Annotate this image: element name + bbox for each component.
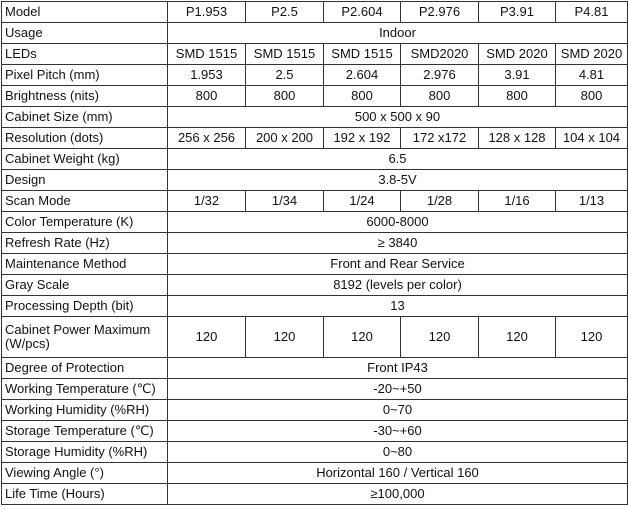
cabinet-weight-value: 6.5 (168, 149, 628, 170)
row-model (2, 2, 628, 23)
gray-scale-value: 8192 (levels per color) (168, 275, 628, 296)
scan-mode-cell: 1/28 (401, 191, 479, 212)
row-working-temperature (2, 379, 628, 400)
model-label: Model (2, 2, 168, 23)
leds-cell: SMD 1515 (246, 44, 324, 65)
brightness-cell: 800 (556, 86, 628, 107)
brightness-cell: 800 (324, 86, 401, 107)
protection-label: Degree of Protection (2, 358, 168, 379)
cabinet-weight-label: Cabinet Weight (kg) (2, 149, 168, 170)
row-protection (2, 358, 628, 379)
resolution-cell: 256 x 256 (168, 128, 246, 149)
row-resolution (2, 128, 628, 149)
cabinet-size-label: Cabinet Size (mm) (2, 107, 168, 128)
row-gray-scale (2, 275, 628, 296)
processing-depth-label: Processing Depth (bit) (2, 296, 168, 317)
life-time-label: Life Time (Hours) (2, 484, 168, 505)
row-maintenance (2, 254, 628, 275)
working-temperature-value: -20~+50 (168, 379, 628, 400)
row-working-humidity (2, 400, 628, 421)
cabinet-power-cell: 120 (324, 317, 401, 358)
storage-humidity-label: Storage Humidity (%RH) (2, 442, 168, 463)
row-life-time (2, 484, 628, 505)
model-cell: P4.81 (556, 2, 628, 23)
leds-label: LEDs (2, 44, 168, 65)
resolution-cell: 172 x172 (401, 128, 479, 149)
refresh-rate-value: ≥ 3840 (168, 233, 628, 254)
scan-mode-cell: 1/13 (556, 191, 628, 212)
maintenance-label: Maintenance Method (2, 254, 168, 275)
row-design (2, 170, 628, 191)
color-temperature-label: Color Temperature (K) (2, 212, 168, 233)
resolution-label: Resolution (dots) (2, 128, 168, 149)
row-usage (2, 23, 628, 44)
row-storage-temperature (2, 421, 628, 442)
brightness-cell: 800 (246, 86, 324, 107)
row-cabinet-power (2, 317, 628, 358)
usage-value: Indoor (168, 23, 628, 44)
working-humidity-value: 0~70 (168, 400, 628, 421)
cabinet-power-cell: 120 (479, 317, 556, 358)
viewing-angle-label: Viewing Angle (°) (2, 463, 168, 484)
scan-mode-cell: 1/24 (324, 191, 401, 212)
design-value: 3.8-5V (168, 170, 628, 191)
resolution-cell: 200 x 200 (246, 128, 324, 149)
row-cabinet-weight (2, 149, 628, 170)
pixel-pitch-cell: 4.81 (556, 65, 628, 86)
pixel-pitch-cell: 1.953 (168, 65, 246, 86)
cabinet-power-cell: 120 (401, 317, 479, 358)
design-label: Design (2, 170, 168, 191)
model-cell: P2.604 (324, 2, 401, 23)
brightness-cell: 800 (401, 86, 479, 107)
resolution-cell: 128 x 128 (479, 128, 556, 149)
storage-temperature-value: -30~+60 (168, 421, 628, 442)
cabinet-power-label: Cabinet Power Maximum (W/pcs) (2, 317, 168, 358)
resolution-cell: 192 x 192 (324, 128, 401, 149)
row-processing-depth (2, 296, 628, 317)
resolution-cell: 104 x 104 (556, 128, 628, 149)
refresh-rate-label: Refresh Rate (Hz) (2, 233, 168, 254)
scan-mode-cell: 1/32 (168, 191, 246, 212)
processing-depth-value: 13 (168, 296, 628, 317)
row-storage-humidity (2, 442, 628, 463)
color-temperature-value: 6000-8000 (168, 212, 628, 233)
life-time-value: ≥100,000 (168, 484, 628, 505)
model-cell: P3.91 (479, 2, 556, 23)
pixel-pitch-label: Pixel Pitch (mm) (2, 65, 168, 86)
cabinet-power-cell: 120 (556, 317, 628, 358)
storage-humidity-value: 0~80 (168, 442, 628, 463)
row-brightness (2, 86, 628, 107)
protection-value: Front IP43 (168, 358, 628, 379)
row-cabinet-size (2, 107, 628, 128)
scan-mode-label: Scan Mode (2, 191, 168, 212)
scan-mode-cell: 1/16 (479, 191, 556, 212)
cabinet-size-value: 500 x 500 x 90 (168, 107, 628, 128)
row-pixel-pitch (2, 65, 628, 86)
gray-scale-label: Gray Scale (2, 275, 168, 296)
maintenance-value: Front and Rear Service (168, 254, 628, 275)
spec-table (1, 1, 628, 505)
row-color-temperature (2, 212, 628, 233)
leds-cell: SMD2020 (401, 44, 479, 65)
row-refresh-rate (2, 233, 628, 254)
storage-temperature-label: Storage Temperature (℃) (2, 421, 168, 442)
usage-label: Usage (2, 23, 168, 44)
working-temperature-label: Working Temperature (℃) (2, 379, 168, 400)
row-scan-mode (2, 191, 628, 212)
brightness-cell: 800 (168, 86, 246, 107)
brightness-cell: 800 (479, 86, 556, 107)
pixel-pitch-cell: 2.5 (246, 65, 324, 86)
row-leds (2, 44, 628, 65)
leds-cell: SMD 2020 (556, 44, 628, 65)
pixel-pitch-cell: 2.604 (324, 65, 401, 86)
viewing-angle-value: Horizontal 160 / Vertical 160 (168, 463, 628, 484)
pixel-pitch-cell: 2.976 (401, 65, 479, 86)
leds-cell: SMD 1515 (168, 44, 246, 65)
pixel-pitch-cell: 3.91 (479, 65, 556, 86)
model-cell: P1.953 (168, 2, 246, 23)
leds-cell: SMD 1515 (324, 44, 401, 65)
brightness-label: Brightness (nits) (2, 86, 168, 107)
cabinet-power-cell: 120 (246, 317, 324, 358)
model-cell: P2.5 (246, 2, 324, 23)
leds-cell: SMD 2020 (479, 44, 556, 65)
working-humidity-label: Working Humidity (%RH) (2, 400, 168, 421)
row-viewing-angle (2, 463, 628, 484)
cabinet-power-cell: 120 (168, 317, 246, 358)
scan-mode-cell: 1/34 (246, 191, 324, 212)
model-cell: P2.976 (401, 2, 479, 23)
